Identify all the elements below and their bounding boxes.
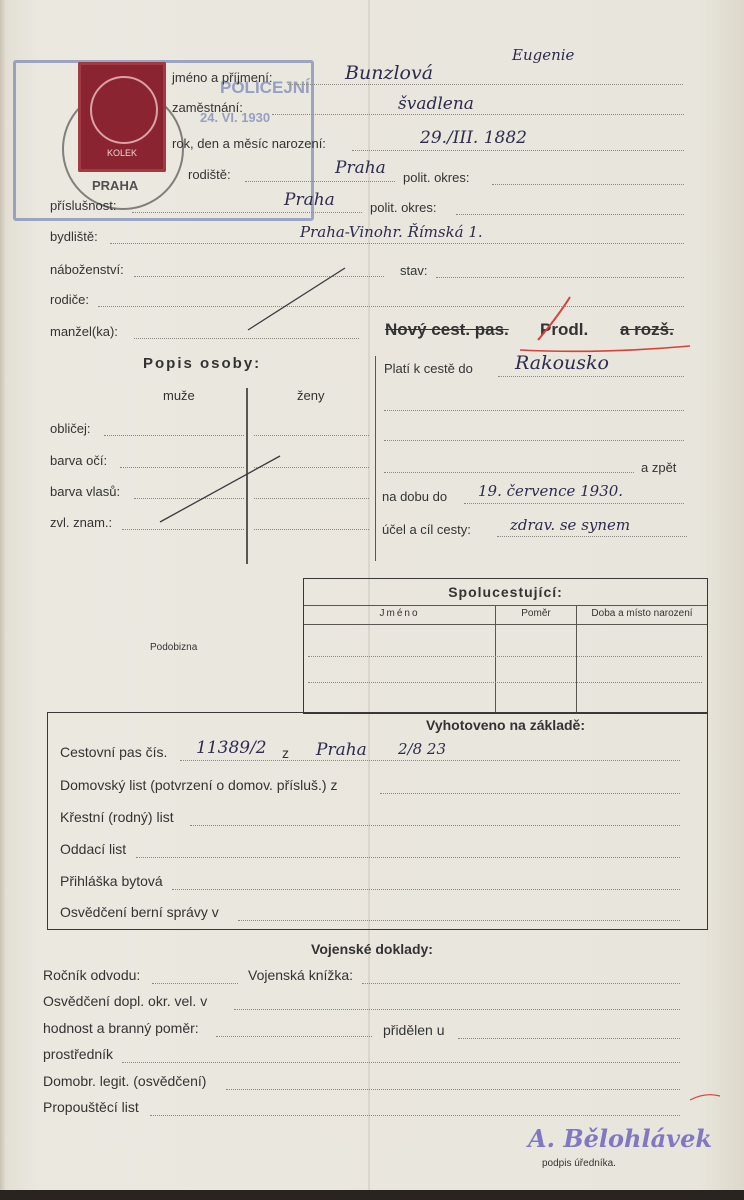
police-stamp-date: 24. VI. 1930 bbox=[200, 110, 271, 125]
rodice-label: rodiče: bbox=[50, 292, 90, 307]
okres-label-1: polit. okres: bbox=[403, 170, 470, 185]
oblicej-label: obličej: bbox=[50, 421, 91, 436]
zamestnani-value: švadlena bbox=[398, 94, 474, 114]
pas-value: 11389/2 bbox=[196, 738, 267, 758]
ucel-value: zdrav. se synem bbox=[510, 516, 631, 534]
osvedceni-label: Osvědčení berní správy v bbox=[60, 904, 219, 920]
companions-header-doba: Doba a místo narození bbox=[591, 608, 693, 619]
zamestnani-label: zaměstnání: bbox=[172, 100, 243, 115]
prislusnost-label: příslušnost: bbox=[50, 198, 117, 213]
red-underline bbox=[520, 346, 690, 351]
basis-title: Vyhotoveno na základě: bbox=[426, 717, 585, 733]
podobizna-label: Podobizna bbox=[150, 642, 198, 653]
krestni-label: Křestní (rodný) list bbox=[60, 809, 174, 825]
popis-title: Popis osoby: bbox=[143, 355, 262, 372]
plati-value: Rakousko bbox=[515, 352, 609, 374]
prislusnost-value: Praha bbox=[284, 190, 335, 210]
osv-dopl-label: Osvědčení dopl. okr. vel. v bbox=[43, 993, 208, 1009]
zeny-header: ženy bbox=[297, 388, 325, 403]
manzel-label: manžel(ka): bbox=[50, 324, 118, 339]
military-title: Vojenské doklady: bbox=[311, 941, 433, 957]
pas-date: 2/8 23 bbox=[398, 740, 446, 758]
oddaci-label: Oddací list bbox=[60, 841, 127, 857]
narozeni-label: rok, den a měsíc narození: bbox=[172, 136, 326, 151]
bydliste-value: Praha-Vinohr. Římská 1. bbox=[300, 223, 483, 241]
stav-label: stav: bbox=[400, 263, 428, 278]
rodiste-label: rodiště: bbox=[188, 167, 231, 182]
passport-type-prolong: Prodl. bbox=[540, 320, 589, 339]
passport-type-extend: a rozš. bbox=[620, 320, 674, 339]
barva-vlasu-label: barva vlasů: bbox=[50, 484, 121, 499]
hodnost-label: hodnost a branný poměr: bbox=[43, 1020, 199, 1036]
jmeno-label: jméno a příjmení: bbox=[172, 70, 273, 85]
zvl-znam-label: zvl. znam.: bbox=[50, 515, 113, 530]
description-dash-stroke bbox=[160, 456, 280, 522]
domovsky-label: Domovský list (potvrzení o domov. přísluš.) z bbox=[60, 777, 338, 793]
prihlaska-label: Přihláška bytová bbox=[60, 873, 163, 889]
narozeni-value: 29./III. 1882 bbox=[420, 128, 527, 148]
pas-z-label: z bbox=[282, 745, 289, 761]
plati-label: Platí k cestě do bbox=[384, 361, 473, 376]
police-stamp-text: POLICEJNÍ bbox=[220, 78, 310, 97]
revenue-stamp-text: KOLEK bbox=[106, 148, 137, 158]
scan-bottom-edge bbox=[0, 1190, 744, 1200]
barva-oci-label: barva očí: bbox=[50, 453, 108, 468]
companions-header-pomer: Poměr bbox=[521, 608, 551, 619]
ucel-label: účel a cíl cesty: bbox=[382, 522, 471, 537]
pas-label: Cestovní pas čís. bbox=[60, 744, 168, 760]
pridelen-label: přidělen u bbox=[383, 1022, 445, 1038]
official-signature: A. Bělohlávek bbox=[528, 1124, 712, 1153]
red-corner-mark bbox=[690, 1095, 720, 1100]
rocnik-label: Ročník odvodu: bbox=[43, 967, 141, 983]
round-stamp-text: PRAHA bbox=[92, 178, 139, 193]
muze-header: muže bbox=[163, 388, 195, 403]
passport-type-new: Nový cest. pas. bbox=[385, 320, 509, 339]
okres-label-2: polit. okres: bbox=[370, 200, 437, 215]
manzel-dash-stroke bbox=[248, 268, 345, 330]
rodiste-value: Praha bbox=[335, 158, 386, 178]
red-check-mark bbox=[538, 297, 570, 340]
companions-title: Spolucestující: bbox=[448, 584, 563, 600]
dobu-label: na dobu do bbox=[382, 489, 448, 504]
dobu-value: 19. července 1930. bbox=[478, 482, 624, 500]
a-zpet-label: a zpět bbox=[641, 460, 677, 475]
prostrednik-label: prostředník bbox=[43, 1046, 114, 1062]
domobr-label: Domobr. legit. (osvědčení) bbox=[43, 1073, 207, 1089]
companions-header-jmeno: Jméno bbox=[379, 608, 420, 619]
signature-label: podpis úředníka. bbox=[542, 1158, 616, 1169]
jmeno-value2: Eugenie bbox=[512, 46, 575, 64]
propousteci-label: Propouštěcí list bbox=[43, 1099, 139, 1115]
bydliste-label: bydliště: bbox=[50, 229, 98, 244]
jmeno-value: Bunzlová bbox=[345, 62, 434, 84]
knizka-label: Vojenská knížka: bbox=[248, 967, 354, 983]
nabozenstvi-label: náboženství: bbox=[50, 262, 124, 277]
pas-value2: Praha bbox=[316, 740, 367, 760]
